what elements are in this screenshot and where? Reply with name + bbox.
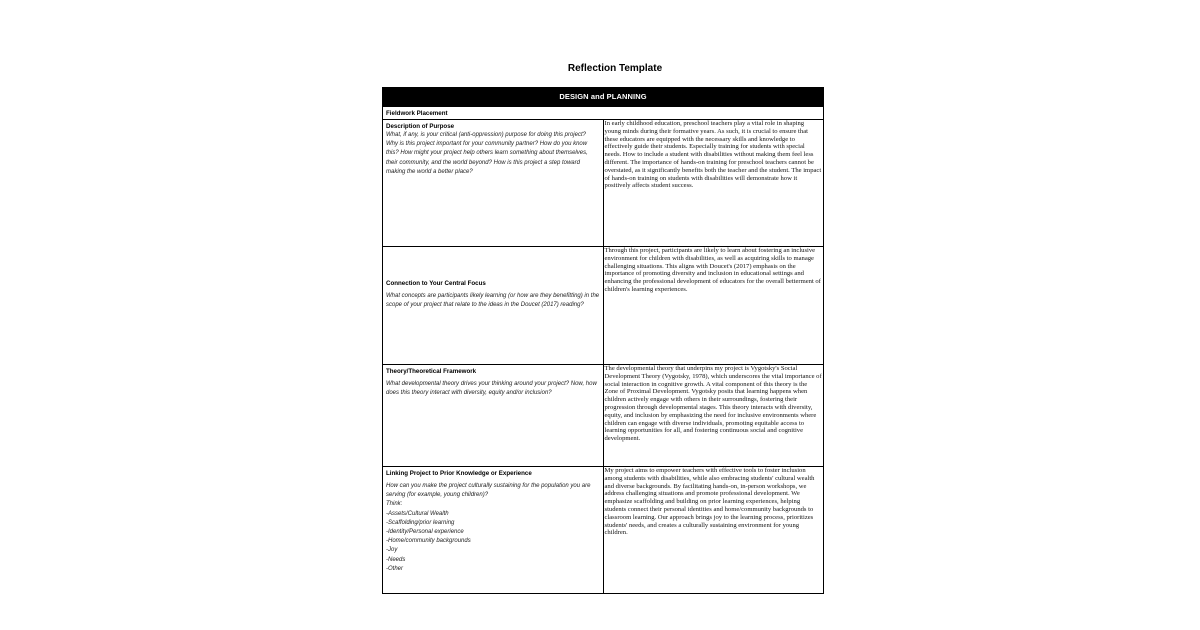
- table-row: [383, 247, 824, 365]
- section-header: DESIGN and PLANNING: [383, 88, 824, 107]
- list-item: -Home/community backgrounds: [386, 538, 471, 545]
- think-list: [386, 510, 600, 574]
- theory-label-cell: [383, 365, 604, 467]
- central-focus-prompt: What concepts are participants likely learning (or how are they benefitting) in the scope of your project that relate to the ideas in the Doucet (2017) reading?: [386, 293, 600, 309]
- table-header-row: [383, 88, 824, 107]
- prior-knowledge-answer: My project aims to empower teachers with effective tools to foster inclusion among students with disabilities, while also embracing students' cultural wealth and diverse backgrounds. By facilitating hands-on, in-person workshops, we address challenging situations and promote professional development. We emphasize scaffolding and building on prior learning experiences, helping students connect their personal identities and home/community backgrounds to classroom learning. Our approach brings joy to the learning process, prioritizes students' needs, and creates a culturally sustaining environment for young children.: [603, 467, 824, 594]
- table-row: [383, 365, 824, 467]
- reflection-table: [382, 87, 824, 594]
- theory-answer: The developmental theory that underpins my project is Vygotsky's Social Development Theory (Vygotsky, 1978), which underscores the vital importance of social interaction in cognitive growth. A vital component of this theory is the Zone of Proximal Development. Vygotsky posits that learning happens when children actively engage with others in their surroundings, fostering their progression through developmental stages. This theory interacts with diversity, equity, and inclusion by emphasizing the need for inclusive environments where children can engage with diverse individuals, promoting equitable access to learning opportunities for all, and fostering continuous social and cognitive development.: [603, 365, 824, 467]
- purpose-title: Description of Purpose: [386, 123, 455, 130]
- prior-knowledge-prompt: How can you make the project culturally sustaining for the population you are serving (for example, young children)?: [386, 483, 591, 499]
- purpose-answer: In early childhood education, preschool teachers play a vital role in shaping young minds during their formative years. As such, it is crucial to ensure that these educators are equipped with the necessary skills and knowledge to effectively guide their students. Especially training for students with special needs. How to include a student with disabilities without making them feel less different. The importance of hands-on training for preschool teachers cannot be overstated, as it significantly benefits both the teacher and the student. The impact of hands-on training on students with disabilities will demonstrate how it positively affects student success.: [603, 120, 824, 247]
- fieldwork-placement-label: Fieldwork Placement: [383, 107, 824, 120]
- list-item: -Scaffolding/prior learning: [386, 519, 455, 526]
- central-focus-answer: Through this project, participants are likely to learn about fostering an inclusive environment for children with disabilities, as well as acquiring skills to manage challenging situations. This aligns with Doucet's (2017) emphasis on the importance of promoting diversity and inclusion in educational settings and enhancing the professional development of educators for the overall betterment of children's learning experiences.: [603, 247, 824, 365]
- purpose-prompt: What, if any, is your critical (anti-oppression) purpose for doing this project? Why is this project important for your community partner? How do you know this? How might your project help others learn something about themselves, their community, and the world beyond? How is this project a step toward making the world a better place?: [386, 132, 588, 175]
- prior-knowledge-label-cell: [383, 467, 604, 594]
- table-row: [383, 467, 824, 594]
- theory-title: Theory/Theoretical Framework: [386, 368, 477, 375]
- prior-knowledge-title: Linking Project to Prior Knowledge or Experience: [386, 470, 532, 477]
- document-title: Reflection Template: [567, 63, 663, 74]
- theory-prompt: What developmental theory drives your thinking around your project? Now, how does this theory interact with diversity, equity and/or inclusion?: [386, 381, 597, 397]
- think-label: Think:: [386, 501, 403, 508]
- table-row: [383, 120, 824, 247]
- central-focus-label-cell: [383, 247, 604, 365]
- list-item: -Other: [386, 565, 404, 572]
- fieldwork-placement-row: [383, 107, 824, 120]
- list-item: -Identity/Personal experience: [386, 529, 464, 536]
- list-item: -Needs: [386, 556, 406, 563]
- central-focus-title: Connection to Your Central Focus: [386, 280, 486, 287]
- purpose-label-cell: [383, 120, 604, 247]
- list-item: -Assets/Cultural Wealth: [386, 510, 449, 517]
- list-item: -Joy: [386, 547, 398, 554]
